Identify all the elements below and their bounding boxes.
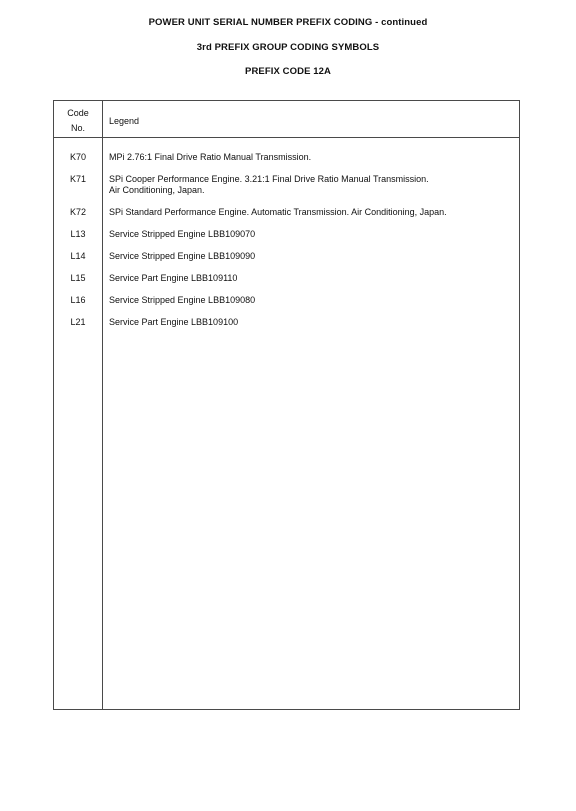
- section-subtitle: 3rd PREFIX GROUP CODING SYMBOLS: [196, 42, 380, 53]
- row-legend: Service Part Engine LBB109100: [109, 317, 239, 327]
- legend-column-header: Legend: [109, 116, 140, 126]
- row-code: L13: [70, 229, 86, 239]
- row-code: L14: [70, 251, 86, 261]
- row-code: L16: [70, 295, 86, 305]
- table-row: [54, 152, 519, 163]
- row-legend: Service Part Engine LBB109110: [109, 273, 238, 283]
- row-code: K71: [69, 174, 86, 184]
- row-legend: Service Stripped Engine LBB109080: [109, 295, 256, 305]
- row-code: K72: [69, 207, 86, 217]
- row-legend: Service Stripped Engine LBB109090: [109, 251, 256, 261]
- table-row: [54, 207, 519, 218]
- table-row: [54, 229, 519, 240]
- code-column-header: [54, 106, 102, 136]
- code-header-line1: Code: [67, 108, 89, 118]
- table-row: [54, 295, 519, 306]
- prefix-code-table: [53, 100, 520, 710]
- table-row: [54, 317, 519, 328]
- row-code: K70: [69, 152, 86, 162]
- row-legend: SPi Cooper Performance Engine. 3.21:1 Final Drive Ratio Manual Transmission. Air Conditioning, Japan.: [109, 174, 429, 195]
- page-title: POWER UNIT SERIAL NUMBER PREFIX CODING - continued: [148, 17, 428, 28]
- row-code: L21: [70, 317, 86, 327]
- row-legend: SPi Standard Performance Engine. Automatic Transmission. Air Conditioning, Japan.: [109, 207, 447, 217]
- table-body: [54, 152, 519, 339]
- row-code: L15: [70, 273, 86, 283]
- table-row: [54, 273, 519, 284]
- table-row: [54, 174, 519, 196]
- prefix-code-heading: PREFIX CODE 12A: [245, 66, 331, 77]
- row-legend: Service Stripped Engine LBB109070: [109, 229, 256, 239]
- code-header-line2: No.: [70, 123, 85, 133]
- table-row: [54, 251, 519, 262]
- row-legend: MPi 2.76:1 Final Drive Ratio Manual Transmission.: [109, 152, 312, 162]
- header-divider: [54, 137, 519, 138]
